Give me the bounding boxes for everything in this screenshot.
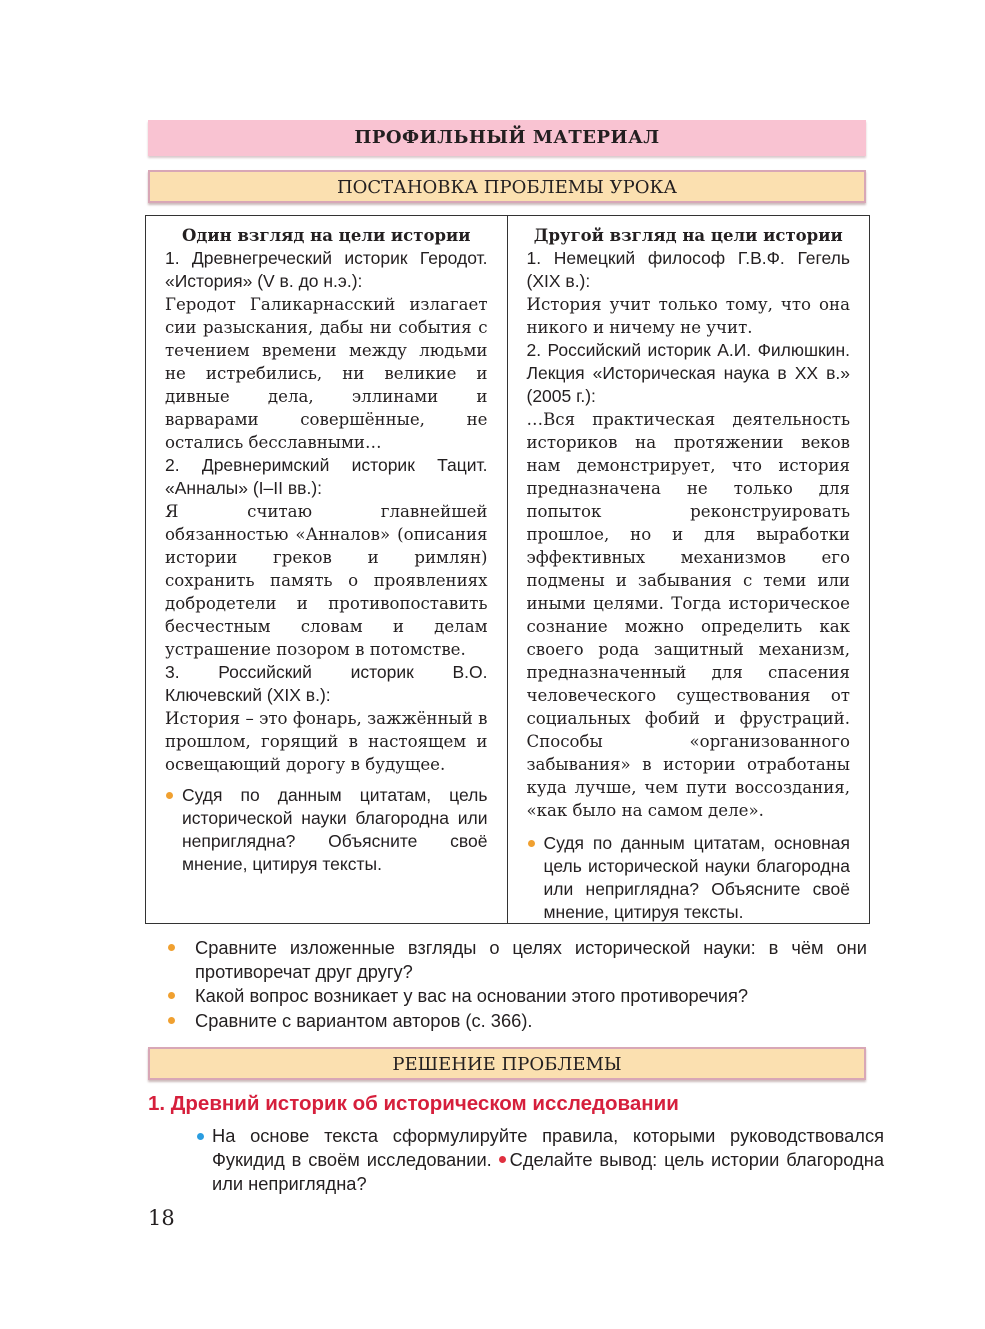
task-item xyxy=(165,984,867,1008)
bullet-icon xyxy=(168,992,175,999)
quote: …Вся практическая деятельность историков на протяжении веков нам демонстрирует, что история предназначена не только для попыток реконструировать прошлое, но и для выработки эффективных механизмов его подмены и забывания с теми или иными целями. Тогда историческое сознание можно определить как своего рода защитный механизм, предназначенный для спасения человеческого существования от социальных фобий и фрустраций. Способы «организованного забывания» в истории отработаны куда лучше, чем пути воссоздания, «как было на самом деле». xyxy=(526,410,850,820)
question-text: Судя по данным цитатам, основная цель исторической науки благородна или неприглядна? Объясните своё мнение, цитируя тексты. xyxy=(543,833,850,922)
source-caption: 2. Российский историк А.И. Филюшкин. Лекция «Историческая наука в XX в.» (2005 г.): xyxy=(526,340,850,406)
section-title: 1. Древний историк об историческом исследовании xyxy=(148,1092,679,1115)
left-question xyxy=(165,784,488,876)
source-caption: 1. Немецкий философ Г.В.Ф. Гегель (XIX в.): xyxy=(526,248,850,291)
right-column xyxy=(508,216,870,923)
solution-banner: РЕШЕНИЕ ПРОБЛЕМЫ xyxy=(148,1047,866,1080)
profile-material-banner: ПРОФИЛЬНЫЙ МАТЕРИАЛ xyxy=(148,120,866,156)
right-heading: Другой взгляд на цели истории xyxy=(533,226,843,245)
quote: Геродот Галикарнасский излагает сии разыскания, дабы ни события с течением времени между людьми не истребились, ни великие и дивные дела, эллинами и варварами совершённые, не остались бесславными… xyxy=(165,295,488,452)
task-text: Сравните с вариантом авторов (с. 366). xyxy=(195,1009,533,1031)
right-question xyxy=(527,832,851,924)
task-item xyxy=(165,1009,867,1033)
source-caption: 1. Древнегреческий историк Геродот. «История» (V в. до н.э.): xyxy=(165,248,488,291)
bullet-icon xyxy=(166,792,173,799)
quote: История учит только тому, что она никого и ничему не учит. xyxy=(526,295,850,337)
task-text: Какой вопрос возникает у вас на основании этого противоречия? xyxy=(195,985,749,1006)
left-column xyxy=(146,216,508,923)
task-red: Сделайте вывод: цель истории благородна или неприглядна? xyxy=(212,1149,884,1194)
quote: Я считаю главнейшей обязанностью «Анналов» (описания истории греков и римлян) сохранить память о проявлениях добродетели и противопоставить бесчестным словам и делам устрашение позором в потомстве. xyxy=(165,502,488,659)
blue-bullet-icon xyxy=(197,1133,204,1140)
source-caption: 2. Древнеримский историк Тацит. «Анналы» (I–II вв.): xyxy=(165,455,488,498)
page-number: 18 xyxy=(148,1206,175,1230)
red-bullet-icon xyxy=(499,1156,506,1163)
problem-statement-banner: ПОСТАНОВКА ПРОБЛЕМЫ УРОКА xyxy=(148,170,866,203)
quote: История – это фонарь, зажжённый в прошлом, горящий в настоящем и освещающий дорогу в будущее. xyxy=(165,709,488,774)
bullet-icon xyxy=(168,944,175,951)
question-text: Судя по данным цитатам, цель исторической науки благородна или неприглядна? Объясните своё мнение, цитируя тексты. xyxy=(182,785,488,874)
task-blue: На основе текста сформулируйте правила, которыми руководствовался Фукидид в своём исследовании. xyxy=(212,1125,884,1170)
source-caption: 3. Российский историк В.О. Ключевский (XIX в.): xyxy=(165,662,488,705)
left-heading: Один взгляд на цели истории xyxy=(182,226,471,245)
comparison-table xyxy=(145,215,870,924)
task-text: Сравните изложенные взгляды о целях исторической науки: в чём они противоречат друг другу? xyxy=(195,937,867,982)
bullet-icon xyxy=(168,1017,175,1024)
task-item xyxy=(165,936,867,983)
task-list xyxy=(165,936,867,1033)
bullet-icon xyxy=(528,840,535,847)
solution-tasks xyxy=(195,1124,884,1196)
